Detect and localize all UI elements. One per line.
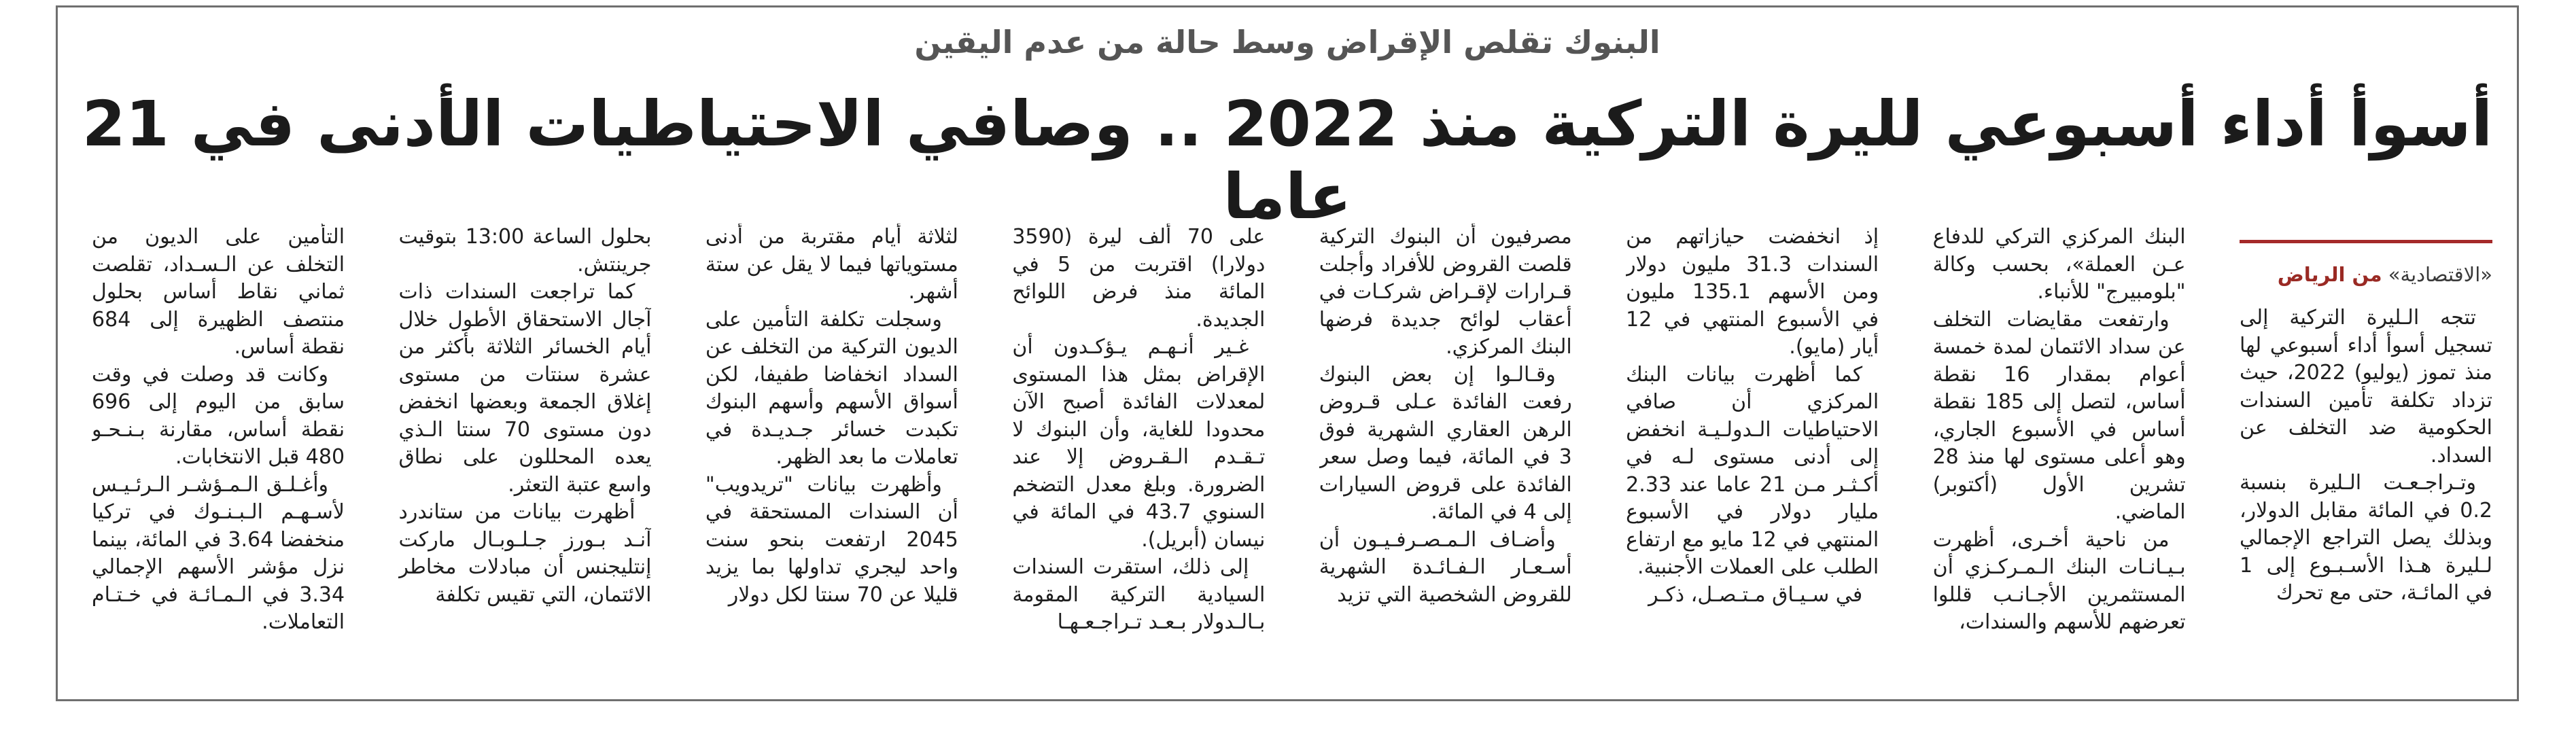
body-column-6 bbox=[706, 224, 958, 686]
body-column-3 bbox=[1626, 224, 1879, 686]
paragraph: بحلول الساعة 13:00 بتوقيت جرينتش. bbox=[398, 225, 652, 277]
paragraph: غـير أنـهـم يـؤكـدون أن الإقراض بمثل هذا المستوى لمعدلات الفائدة أصبح الآن محدودا للغاية، وأن البنوك لا تـقـدم الـقـروض إلا عند الضرورة. وبلغ معدل التضخم السنوي 43.7 في المائة في نيسان (أبريل). bbox=[1012, 335, 1266, 552]
paragraph: وأضـاف الـمـصـرفـيـون أن أسـعـار الـفـائـدة الشهرية للقروض الشخصية التي تزيد bbox=[1319, 527, 1572, 607]
paragraph: على 70 ألف ليرة (3590 دولارا) اقتربت من 5 في المائة منذ فرض اللوائح الجديدة. bbox=[1012, 225, 1266, 332]
byline-place: من الرياض bbox=[2277, 263, 2382, 286]
paragraph: تتجه الـليرة التركية إلى تسجيل أسوأ أداء أسبوعي لها منذ تموز (يوليو) 2022، حيث تزداد تكلفة تأمين السندات الحكومية ضد التخلف عن السداد. bbox=[2240, 306, 2492, 467]
body-column-8 bbox=[92, 224, 345, 686]
byline bbox=[2240, 261, 2492, 288]
body-column-4 bbox=[1319, 224, 1572, 686]
paragraph: من ناحية أخـرى، أظهرت بـيـانـات البنك الـمـركـزي أن المستثمرين الأجـانـب قللوا تعرضهم للأسهم والسندات، bbox=[1932, 527, 2186, 634]
byline-rule bbox=[2240, 240, 2492, 243]
paragraph: لثلاثة أيام مقتربة من أدنى مستوياتها فيما لا يقل عن ستة أشهر. bbox=[705, 225, 958, 304]
paragraph: وأظهرت بيانات "تريدويب" أن السندات المستحقة في 2045 ارتفعت بنحو سنت واحد ليجري تداولها بما يزيد قليلا عن 70 سنتا لكل دولار bbox=[705, 472, 958, 607]
article-kicker: البنوك تقلص الإقراض وسط حالة من عدم اليقين bbox=[914, 24, 1660, 60]
paragraph: في سـيـاق مـتـصـل، ذكـر bbox=[1648, 582, 1863, 607]
body-column-5 bbox=[1012, 224, 1265, 686]
body-column-1 bbox=[2240, 224, 2492, 686]
paragraph: كما أظهرت بيانات البنك المركزي أن صافي الاحتياطيات الـدولـيـة انخفض إلى أدنى مستوى لـه في أكـثـر مـن 21 عاما عند 2.33 مليار دولار في الأسبوع المنتهي في 12 مايو مع ارتفاع الطلب على العملات الأجنبية. bbox=[1626, 362, 1879, 579]
article-body bbox=[92, 224, 2492, 686]
paragraph: وكانت قد وصلت في وقت سابق من اليوم إلى 696 نقطة أساس، مقارنة بـنـحـو 480 قبل الانتخابات. bbox=[92, 362, 345, 469]
body-column-2 bbox=[1933, 224, 2186, 686]
paragraph: وقـالـوا إن بعض البنوك رفعت الفائدة عـلى قـروض الرهن العقاري الشهرية فوق 3 في المائة، فيما وصل سعر الفائدة على قروض السيارات إلى 4 في المائة. bbox=[1319, 362, 1572, 524]
article-headline: أسوأ أداء أسبوعي لليرة التركية منذ 2022 .. وصافي الاحتياطيات الأدنى في 21 عاما bbox=[82, 88, 2493, 233]
paragraph: وسجلت تكلفة التأمين على الديون التركية من التخلف عن السداد انخفاضا طفيفا، لكن أسواق الأسهم وأسهم البنوك تكبدت خسائر جـديـدة في تعاملات ما بعد الظهر. bbox=[705, 307, 958, 469]
paragraph: البنك المركزي التركي للدفاع عـن العملة»، بحسب وكالة "بلومبيرج" للأنباء. bbox=[1932, 225, 2186, 304]
paragraph: إذ انخفضت حيازاتهم من السندات 31.3 مليون دولار ومن الأسهم 135.1 مليون في الأسبوع المنتهي في 12 أيار (مايو). bbox=[1626, 225, 1879, 359]
paragraph: مصرفيون أن البنوك التركية قلصت القروض للأفراد وأجلت قـرارات لإقـراض شركـات في أعقاب لوائح جديدة فرضها البنك المركزي. bbox=[1319, 225, 1572, 359]
paragraph: وتـراجـعـت الـليرة بنسبة 0.2 في المائة مقابل الدولار، وبذلك يصل التراجع الإجمالي لـليرة هـذا الأسـبـوع إلى 1 في المائـة، حتى مع تحرك bbox=[2240, 471, 2492, 605]
article-frame bbox=[56, 5, 2519, 701]
paragraph: وارتفعت مقايضات التخلف عن سداد الائتمان لمدة خمسة أعوام بمقدار 16 نقطة أساس، لتصل إلى 185 نقطة أساس في الأسبوع الجاري، وهو أعلى مستوى لها منذ 28 تشرين الأول (أكتوبر) الماضي. bbox=[1932, 307, 2186, 524]
paragraph: إلى ذلك، استقرت السندات السيادية التركية المقومة بـالـدولار بـعـد تـراجـعـهـا bbox=[1012, 555, 1266, 634]
paragraph: أظهرت بيانات من ستاندرد آنـد بـورز جـلـوبـال ماركت إنتليجنس أن مبادلات مخاطر الائتمان، التي تقيس تكلفة bbox=[398, 500, 652, 607]
body-column-7 bbox=[398, 224, 651, 686]
paragraph: كما تراجعت السندات ذات آجال الاستحقاق الأطول خلال أيام الخسائر الثلاثة بأكثر من عشرة سنتات من مستوى إغلاق الجمعة وبعضها انخفض دون مستوى 70 سنتا الـذي يعده المحللون على نطاق واسع عتبة التعثر. bbox=[398, 280, 652, 497]
paragraph: وأغـلـق الـمـؤشـر الـرئـيـس لأسـهـم الـبـنـوك في تركيا منخفضا 3.64 في المائة، بينما نزل مؤشر الأسهم الإجمالي 3.34 في الـمـائـة في خـتـام التعاملات. bbox=[92, 472, 345, 634]
byline-source: «الاقتصادية» bbox=[2388, 263, 2492, 286]
paragraph: التأمين على الديون من التخلف عن الـسـداد، تقلصت ثماني نقاط أساس بحلول منتصف الظهيرة إلى 684 نقطة أساس. bbox=[92, 225, 345, 359]
